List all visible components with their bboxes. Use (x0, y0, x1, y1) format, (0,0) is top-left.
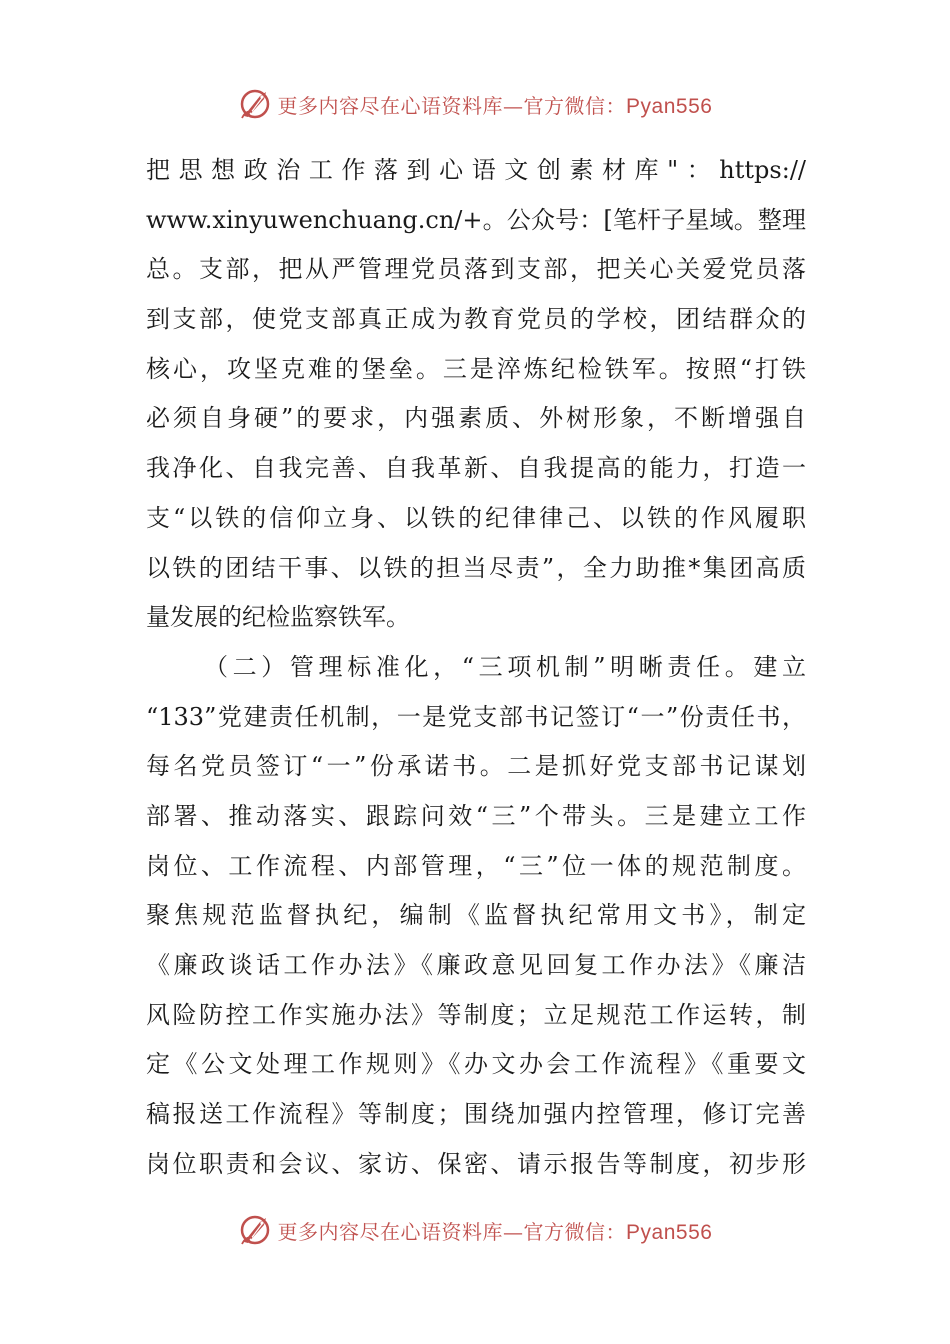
section-heading-line: （二）管理标准化，“三项机制”明晰责任。建立 (204, 652, 806, 681)
text-line: 核心，攻坚克难的堡垒。三是淬炼纪检铁军。按照“打铁 (146, 354, 806, 383)
text-line: 岗位、工作流程、内部管理，“三”位一体的规范制度。 (146, 851, 806, 880)
text-line: 支“以铁的信仰立身、以铁的纪律律己、以铁的作风履职 (146, 503, 806, 532)
text-line: 必须自身硬”的要求，内强素质、外树形象，不断增强自 (146, 404, 806, 433)
text-line: 定《公文处理工作规则》《办文办会工作流程》《重要文 (146, 1050, 806, 1079)
pen-nib-logo-icon (238, 86, 274, 122)
document-body (146, 146, 806, 1189)
wechat-id: Pyan556 (626, 1220, 713, 1244)
footer-banner (0, 1210, 950, 1250)
text-line: 到支部，使党支部真正成为教育党员的学校，团结群众的 (146, 305, 806, 334)
text-line: 部署、推动落实、跟踪问效“三”个带头。三是建立工作 (146, 801, 806, 830)
header-banner (0, 84, 950, 124)
pen-nib-logo-icon (238, 1212, 274, 1248)
banner-text: 更多内容尽在心语资料库—官方微信：Pyan556 (277, 93, 713, 118)
text-line: “133”党建责任机制，一是党支部书记签订“一”份责任书， (146, 702, 806, 731)
text-line: 以铁的团结干事、以铁的担当尽责”，全力助推*集团高质 (146, 553, 806, 582)
text-line: 量发展的纪检监察铁军。 (146, 603, 410, 632)
text-line: www.xinyuwenchuang.cn/+。公众号：[笔杆子星域。整理 (146, 205, 806, 234)
text-line: 风险防控工作实施办法》等制度；立足规范工作运转，制 (146, 1000, 806, 1029)
text-line: 《廉政谈话工作办法》《廉政意见回复工作办法》《廉洁 (146, 951, 806, 979)
text-line: 岗位职责和会议、家访、保密、请示报告等制度，初步形 (146, 1149, 806, 1178)
text-line: 每名党员签订“一”份承诺书。二是抓好党支部书记谋划 (146, 752, 806, 781)
text-line: 聚焦规范监督执纪，编制《监督执纪常用文书》，制定 (146, 901, 806, 930)
text-line: 总。支部，把从严管理党员落到支部，把关心关爱党员落 (146, 255, 806, 284)
text-line: 我净化、自我完善、自我革新、自我提高的能力，打造一 (146, 454, 806, 483)
text-line: 稿报送工作流程》等制度；围绕加强内控管理，修订完善 (146, 1100, 806, 1129)
banner-text: 更多内容尽在心语资料库—官方微信：Pyan556 (277, 1219, 713, 1244)
wechat-id: Pyan556 (626, 94, 713, 118)
text-line: 把思想政治工作落到心语文创素材库"：https:// (146, 156, 806, 184)
